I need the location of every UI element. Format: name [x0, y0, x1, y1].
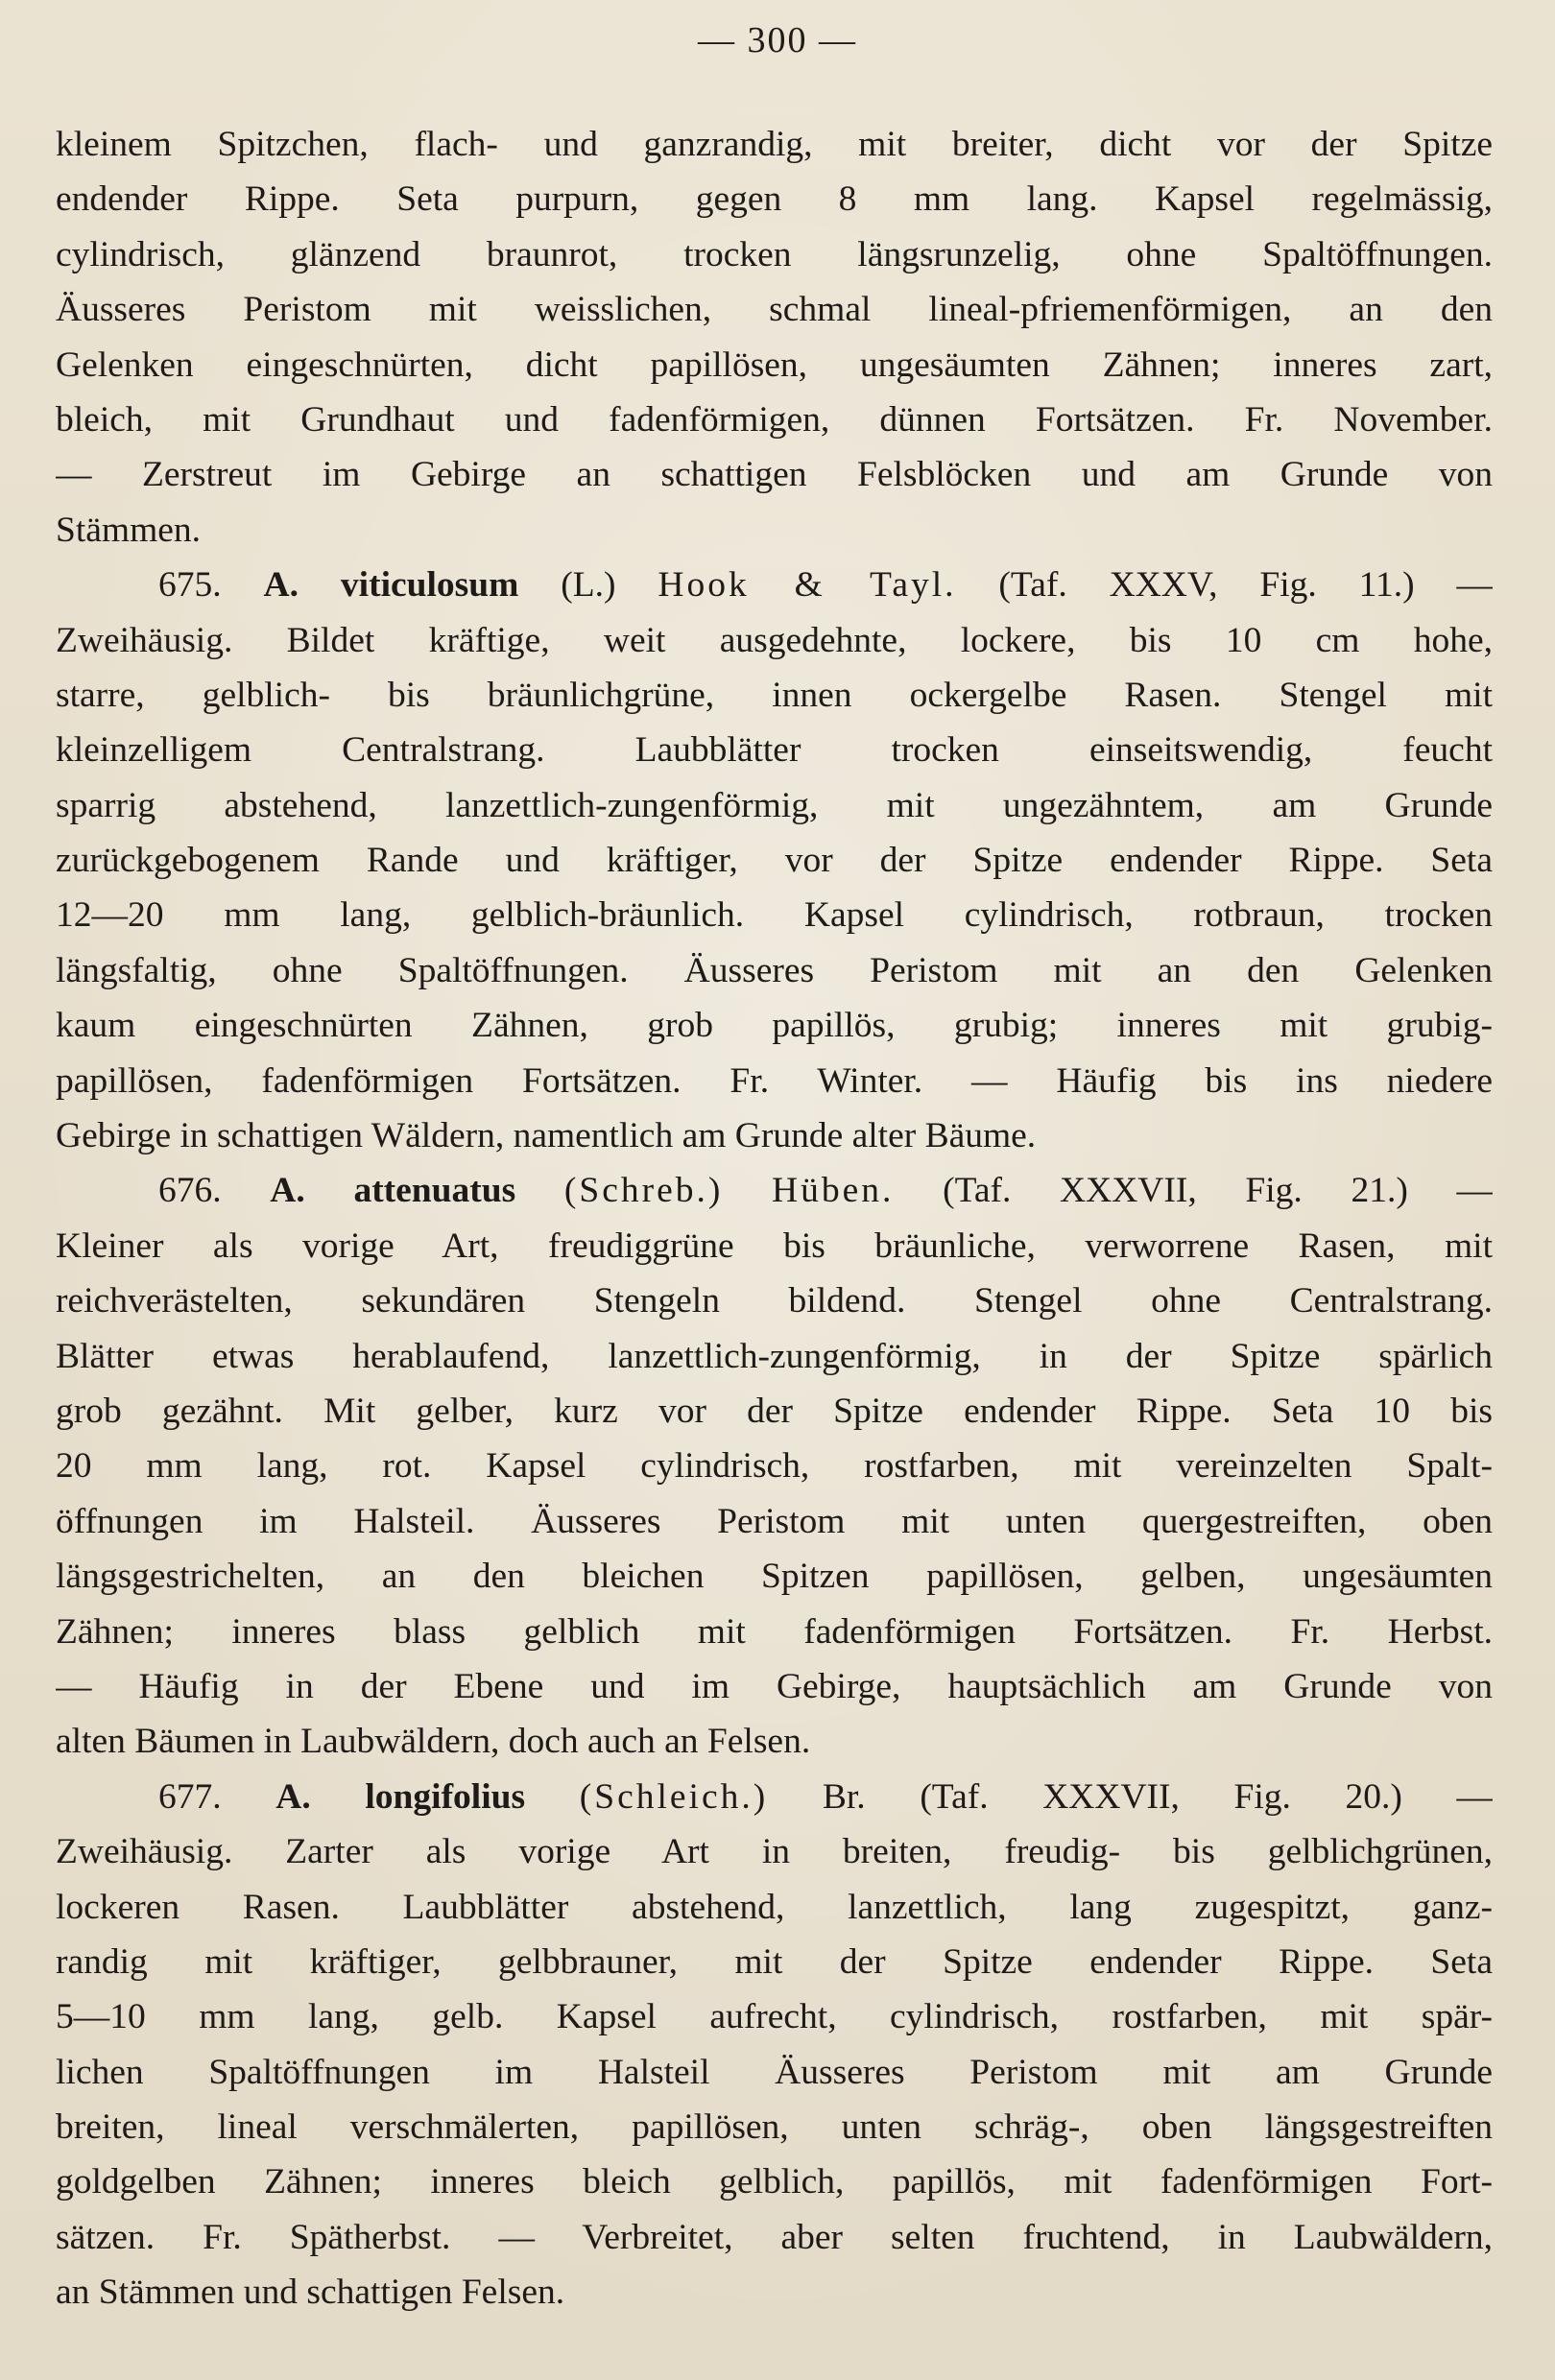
- text-line: 5—10 mm lang, gelb. Kapsel aufrecht, cylindrisch, rostfarben, mit spär-: [56, 1997, 1493, 2037]
- text-line: starre, gelblich- bis bräunlichgrüne, innen ockergelbe Rasen. Stengel mit: [56, 675, 1493, 715]
- text-line: papillösen, fadenförmigen Fortsätzen. Fr. Winter. — Häufig bis ins niedere: [56, 1060, 1493, 1101]
- text-line: Stämmen.: [56, 510, 202, 550]
- text-line: Kleiner als vorige Art, freudiggrüne bis bräunliche, verworrene Rasen, mit: [56, 1226, 1493, 1266]
- text-line: Blätter etwas herablaufend, lanzettlich-zungenförmig, in der Spitze spärlich: [56, 1336, 1493, 1376]
- author-citation: (L.): [561, 565, 616, 606]
- text-line: kleinem Spitzchen, flach- und ganzrandig, mit breiter, dicht vor der Spitze: [56, 125, 1493, 164]
- text-line: randig mit kräftiger, gelbbrauner, mit der Spitze endender Rippe. Seta: [56, 1941, 1493, 1982]
- text-line: bleich, mit Grundhaut und fadenförmigen, dünnen Fortsätzen. Fr. November.: [56, 399, 1493, 440]
- author-citation: Br.: [822, 1776, 866, 1817]
- text-line: endender Rippe. Seta purpurn, gegen 8 mm lang. Kapsel regelmässig,: [56, 179, 1493, 220]
- genus-abbrev: A.: [270, 1171, 305, 1211]
- plate-reference: (Taf. XXXVII, Fig. 21.) —: [943, 1171, 1493, 1211]
- text-line: — Häufig in der Ebene und im Gebirge, hauptsächlich am Grunde von: [56, 1666, 1493, 1706]
- text-line: kaum eingeschnürten Zähnen, grob papillös, grubig; inneres mit grubig-: [56, 1006, 1493, 1046]
- text-line: Zähnen; inneres blass gelblich mit fadenförmigen Fortsätzen. Fr. Herbst.: [56, 1611, 1493, 1652]
- species-epithet: attenuatus: [353, 1171, 516, 1211]
- text-line: grob gezähnt. Mit gelber, kurz vor der Spitze endender Rippe. Seta 10 bis: [56, 1391, 1493, 1431]
- species-heading-675: [56, 558, 1493, 612]
- text-line: kleinzelligem Centralstrang. Laubblätter trocken einseitswendig, feucht: [56, 730, 1493, 771]
- author-citation-spaced: Hüben.: [772, 1171, 895, 1211]
- author-citation-spaced: Hook & Tayl.: [658, 565, 957, 606]
- page-body: [56, 117, 1493, 2320]
- genus-abbrev: A.: [263, 565, 299, 606]
- text-line: reichverästelten, sekundären Stengeln bildend. Stengel ohne Centralstrang.: [56, 1281, 1493, 1321]
- text-line: lichen Spaltöffnungen im Halsteil Äusseres Peristom mit am Grunde: [56, 2052, 1493, 2092]
- text-line: Gelenken eingeschnürten, dicht papillösen, ungesäumten Zähnen; inneres zart,: [56, 345, 1493, 385]
- genus-abbrev: A.: [275, 1776, 311, 1817]
- text-line: an Stämmen und schattigen Felsen.: [56, 2273, 565, 2313]
- text-line: 12—20 mm lang, gelblich-bräunlich. Kapsel cylindrisch, rotbraun, trocken: [56, 895, 1493, 936]
- text-line: zurückgebogenem Rande und kräftiger, vor der Spitze endender Rippe. Seta: [56, 841, 1493, 881]
- text-line: Gebirge in schattigen Wäldern, namentlich am Grunde alter Bäume.: [56, 1116, 1037, 1156]
- text-line: Zweihäusig. Bildet kräftige, weit ausgedehnte, lockere, bis 10 cm hohe,: [56, 620, 1493, 660]
- text-line: längsfaltig, ohne Spaltöffnungen. Äusseres Peristom mit an den Gelenken: [56, 950, 1493, 990]
- text-line: goldgelben Zähnen; inneres bleich gelblich, papillös, mit fadenförmigen Fort-: [56, 2162, 1493, 2202]
- species-number: 675.: [158, 565, 222, 606]
- species-heading-676: [56, 1163, 1493, 1218]
- plate-reference: (Taf. XXXV, Fig. 11.) —: [998, 565, 1493, 606]
- text-line: — Zerstreut im Gebirge an schattigen Felsblöcken und am Grunde von: [56, 455, 1493, 495]
- species-epithet: viticulosum: [340, 565, 519, 606]
- text-line: alten Bäumen in Laubwäldern, doch auch an Felsen.: [56, 1722, 811, 1762]
- species-number: 676.: [158, 1171, 222, 1211]
- species-number: 677.: [158, 1776, 222, 1817]
- text-line: sparrig abstehend, lanzettlich-zungenförmig, mit ungezähntem, am Grunde: [56, 785, 1493, 825]
- text-line: breiten, lineal verschmälerten, papillösen, unten schräg-, oben längsgestreiften: [56, 2107, 1493, 2148]
- species-epithet: longifolius: [365, 1776, 526, 1817]
- text-line: Äusseres Peristom mit weisslichen, schmal lineal-pfriemenförmigen, an den: [56, 290, 1493, 330]
- author-citation-spaced: (Schreb.): [563, 1171, 724, 1211]
- text-line: sätzen. Fr. Spätherbst. — Verbreitet, aber selten fruchtend, in Laubwäldern,: [56, 2217, 1493, 2257]
- author-citation-spaced: (Schleich.): [579, 1776, 769, 1817]
- text-line: cylindrisch, glänzend braunrot, trocken längsrunzelig, ohne Spaltöffnungen.: [56, 234, 1493, 274]
- species-heading-677: [56, 1770, 1493, 1824]
- text-line: längsgestrichelten, an den bleichen Spitzen papillösen, gelben, ungesäumten: [56, 1557, 1493, 1597]
- plate-reference: (Taf. XXXVII, Fig. 20.) —: [920, 1776, 1493, 1817]
- text-line: lockeren Rasen. Laubblätter abstehend, lanzettlich, lang zugespitzt, ganz-: [56, 1887, 1493, 1927]
- text-line: 20 mm lang, rot. Kapsel cylindrisch, rostfarben, mit vereinzelten Spalt-: [56, 1446, 1493, 1487]
- page-number: — 300 —: [698, 20, 857, 60]
- text-line: öffnungen im Halsteil. Äusseres Peristom mit unten quergestreiften, oben: [56, 1501, 1493, 1541]
- text-line: Zweihäusig. Zarter als vorige Art in breiten, freudig- bis gelblichgrünen,: [56, 1832, 1493, 1872]
